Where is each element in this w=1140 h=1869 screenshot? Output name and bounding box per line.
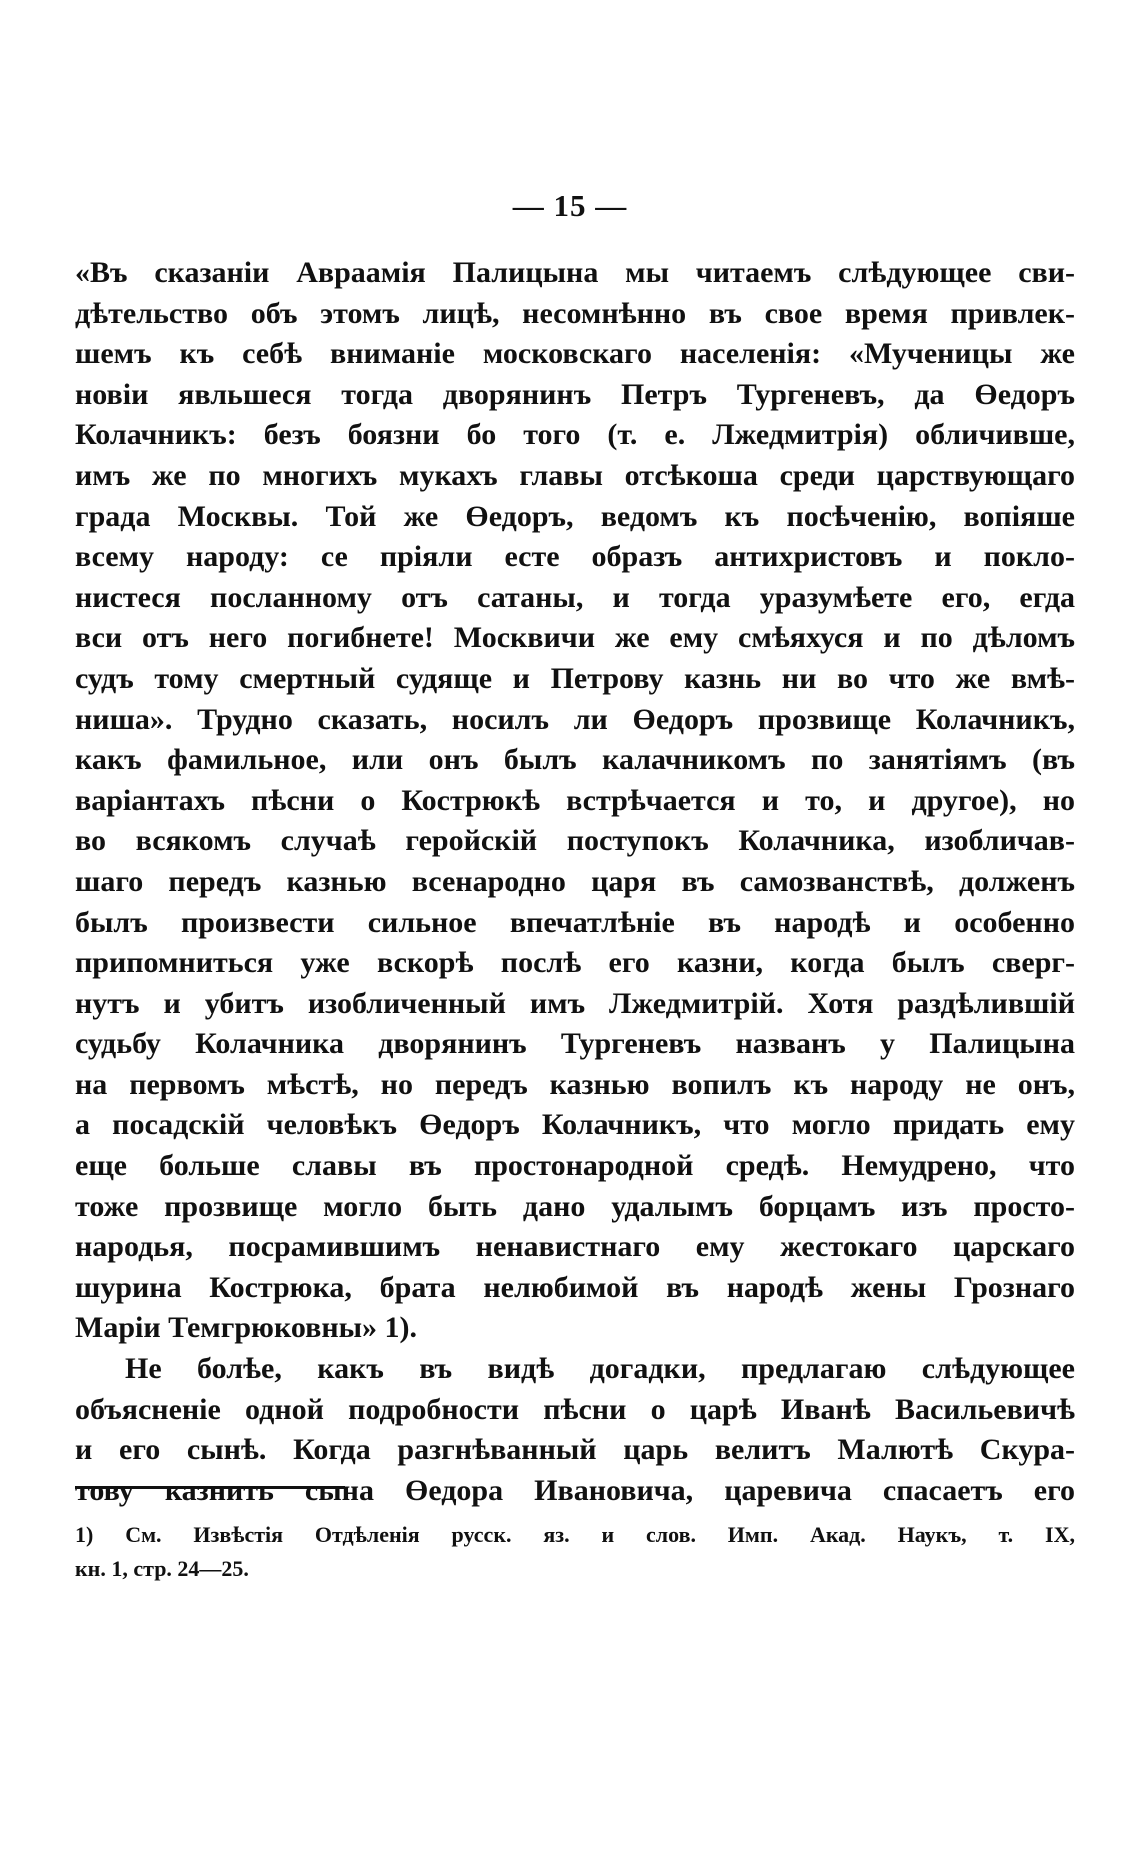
text-line: объясненіе одной подробности пѣсни о царѣ Иванѣ Васильевичѣ (75, 1392, 1075, 1426)
body-text (75, 253, 1075, 1511)
text-line: шемъ къ себѣ вниманіе московскаго населенія: «Мученицы же (75, 337, 1075, 371)
text-line: и его сынѣ. Когда разгнѣванный царь велитъ Малютѣ Скура- (75, 1433, 1075, 1467)
text-line: былъ произвести сильное впечатлѣніе въ народѣ и особенно (75, 905, 1075, 939)
text-line: судъ тому смертный судяще и Петрову казнь ни во что же вмѣ- (75, 661, 1075, 695)
text-line: на первомъ мѣстѣ, но передъ казнью вопилъ къ народу не онъ, (75, 1067, 1075, 1101)
text-line: тоже прозвище могло быть дано удалымъ борцамъ изъ просто- (75, 1189, 1075, 1223)
text-line: народья, посрамившимъ ненавистнаго ему жестокаго царскаго (75, 1230, 1075, 1264)
text-line: варіантахъ пѣсни о Кострюкѣ встрѣчается и то, и другое), но (75, 783, 1075, 817)
footnote-line: 1) См. Извѣстія Отдѣленія русск. яз. и слов. Имп. Акад. Наукъ, т. IX, (75, 1522, 1075, 1547)
text-line: шаго передъ казнью всенародно царя въ самозванствѣ, долженъ (75, 864, 1075, 898)
text-line: новіи явльшеся тогда дворянинъ Петръ Тургеневъ, да Өедоръ (75, 377, 1075, 411)
text-line: нистеся посланному отъ сатаны, и тогда уразумѣете его, егда (75, 580, 1075, 614)
text-line: какъ фамильное, или онъ былъ калачникомъ по занятіямъ (въ (75, 743, 1075, 777)
text-line: во всякомъ случаѣ геройскій поступокъ Колачника, изобличав- (75, 824, 1075, 858)
text-line: нутъ и убитъ изобличенный имъ Лжедмитрій. Хотя раздѣлившій (75, 986, 1075, 1020)
footnote-divider (75, 1486, 345, 1489)
page-number: — 15 — (512, 188, 628, 223)
text-line: имъ же по многихъ мукахъ главы отсѣкоша среди царствующаго (75, 458, 1075, 492)
text-line: шурина Кострюка, брата нелюбимой въ народѣ жены Грознаго (75, 1270, 1075, 1304)
text-line: Маріи Темгрюковны» 1). (75, 1311, 418, 1345)
text-line: судьбу Колачника дворянинъ Тургеневъ названъ у Палицына (75, 1027, 1075, 1061)
footnotes (75, 1518, 1075, 1586)
text-line: вси отъ него погибнете! Москвичи же ему смѣяхуся и по дѣломъ (75, 621, 1075, 655)
text-line: ниша». Трудно сказать, носилъ ли Өедоръ прозвище Колачникъ, (75, 702, 1075, 736)
text-line: дѣтельство объ этомъ лицѣ, несомнѣнно въ свое время привлек- (75, 296, 1075, 330)
text-line: а посадскій человѣкъ Өедоръ Колачникъ, что могло придать ему (75, 1108, 1075, 1142)
text-line: еще больше славы въ простонародной средѣ. Немудрено, что (75, 1149, 1075, 1183)
text-line: всему народу: се пріяли есте образъ антихристовъ и покло- (75, 540, 1075, 574)
text-line: Колачникъ: безъ боязни бо того (т. е. Лжедмитрія) обличивше, (75, 418, 1075, 452)
footnote-line: кн. 1, стр. 24—25. (75, 1556, 249, 1581)
text-line: «Въ сказаніи Авраамія Палицына мы читаемъ слѣдующее сви- (75, 256, 1075, 289)
text-line: тову казнить сына Өедора Ивановича, царевича спасаетъ его (75, 1473, 1075, 1507)
text-line: припомниться уже вскорѣ послѣ его казни, когда былъ сверг- (75, 946, 1075, 980)
text-line: града Москвы. Той же Өедоръ, ведомъ къ посѣченію, вопіяше (75, 499, 1075, 533)
paragraph-first-line: Не болѣе, какъ въ видѣ догадки, предлагаю слѣдующее (125, 1352, 1075, 1386)
